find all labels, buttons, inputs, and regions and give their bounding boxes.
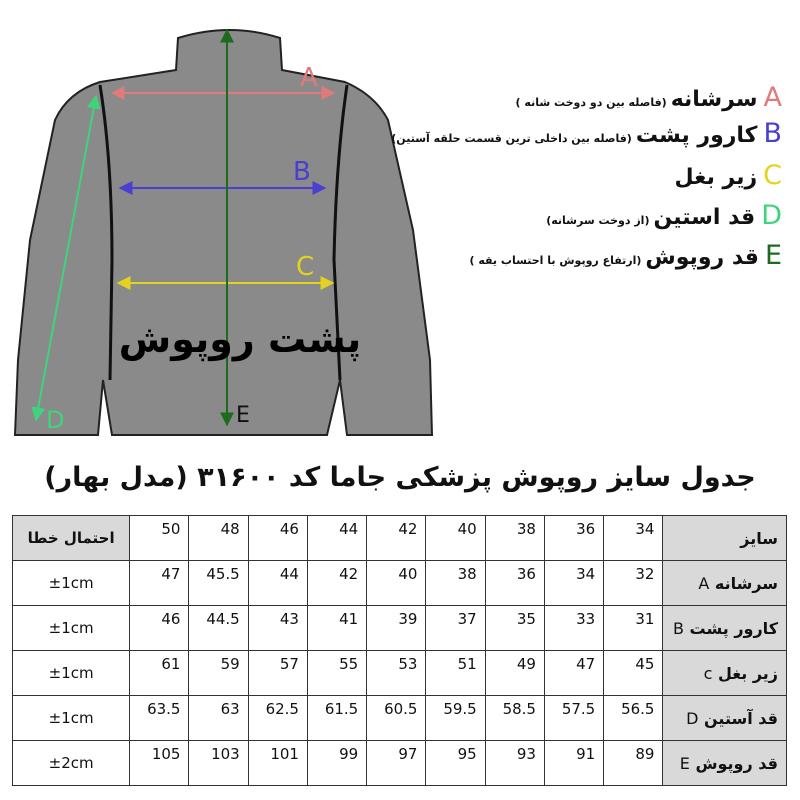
table-row xyxy=(13,696,787,741)
table-row xyxy=(13,561,787,606)
row-label xyxy=(663,606,787,651)
table-cell: 45.5 xyxy=(189,561,248,606)
legend-item-b xyxy=(362,118,782,149)
legend-letter-c: C xyxy=(763,160,782,191)
size-header-label: سایز xyxy=(663,516,787,561)
table-cell: 41 xyxy=(307,606,366,651)
legend-letter-a: A xyxy=(763,82,782,113)
row-label xyxy=(663,741,787,786)
table-cell: 57 xyxy=(248,651,307,696)
table-cell: 39 xyxy=(367,606,426,651)
size-header-cell: 40 xyxy=(426,516,485,561)
row-error: ±1cm xyxy=(13,606,130,651)
table-cell: 59 xyxy=(189,651,248,696)
row-label-text: سرشانه xyxy=(714,573,778,593)
table-cell: 40 xyxy=(367,561,426,606)
table-cell: 89 xyxy=(604,741,663,786)
size-header-cell: 42 xyxy=(367,516,426,561)
table-cell: 33 xyxy=(544,606,603,651)
legend-letter-e: E xyxy=(764,240,782,271)
table-cell: 37 xyxy=(426,606,485,651)
row-code: E xyxy=(679,753,690,773)
table-cell: 61 xyxy=(130,651,189,696)
row-label-text: کارور پشت xyxy=(689,618,778,638)
marker-b: B xyxy=(293,157,311,187)
table-cell: 58.5 xyxy=(485,696,544,741)
legend-name-a: سرشانه xyxy=(670,87,758,112)
legend-note-b: (فاصله بین داخلی ترین قسمت حلقه آستین) xyxy=(391,132,632,145)
table-cell: 60.5 xyxy=(367,696,426,741)
row-error: ±1cm xyxy=(13,561,130,606)
marker-e: E xyxy=(236,403,250,428)
row-code: B xyxy=(672,618,684,638)
row-label xyxy=(663,651,787,696)
table-cell: 99 xyxy=(307,741,366,786)
table-cell: 103 xyxy=(189,741,248,786)
row-code: A xyxy=(698,573,710,593)
table-cell: 51 xyxy=(426,651,485,696)
size-table-title: جدول سایز روپوش پزشکی جاما کد ۳۱۶۰۰ (مدل بهار) xyxy=(44,462,756,493)
table-row xyxy=(13,651,787,696)
size-header-cell: 38 xyxy=(485,516,544,561)
table-cell: 105 xyxy=(130,741,189,786)
size-header-cell: 34 xyxy=(604,516,663,561)
table-cell: 95 xyxy=(426,741,485,786)
table-cell: 56.5 xyxy=(604,696,663,741)
table-cell: 59.5 xyxy=(426,696,485,741)
size-header-cell: 44 xyxy=(307,516,366,561)
table-cell: 43 xyxy=(248,606,307,651)
table-row xyxy=(13,741,787,786)
legend-item-c xyxy=(362,160,782,191)
legend-note-e: (ارتفاع روپوش با احتساب یقه ) xyxy=(469,254,642,267)
legend-name-e: قد روپوش xyxy=(645,245,759,270)
row-code: D xyxy=(686,708,699,728)
legend-note-d: (از دوخت سرشانه) xyxy=(546,214,650,227)
table-cell: 31 xyxy=(604,606,663,651)
row-label-text: قد روپوش xyxy=(695,753,778,773)
legend-name-c: زیر بغل xyxy=(674,165,758,190)
table-cell: 44 xyxy=(248,561,307,606)
error-header: احتمال خطا xyxy=(13,516,130,561)
legend-note-a: (فاصله بین دو دوخت شانه ) xyxy=(515,96,667,109)
row-error: ±2cm xyxy=(13,741,130,786)
row-label-text: زیر بغل xyxy=(717,663,778,683)
table-cell: 91 xyxy=(544,741,603,786)
table-cell: 93 xyxy=(485,741,544,786)
table-cell: 63.5 xyxy=(130,696,189,741)
legend-letter-b: B xyxy=(763,118,782,149)
legend-item-d xyxy=(362,200,782,231)
table-cell: 36 xyxy=(485,561,544,606)
row-label-text: قد آستین xyxy=(704,708,778,728)
back-of-coat-label: پشت روپوش xyxy=(118,317,362,361)
size-table xyxy=(12,515,787,786)
marker-a: A xyxy=(300,63,318,93)
marker-d: D xyxy=(46,406,65,434)
table-cell: 38 xyxy=(426,561,485,606)
table-cell: 101 xyxy=(248,741,307,786)
table-cell: 44.5 xyxy=(189,606,248,651)
table-cell: 62.5 xyxy=(248,696,307,741)
table-cell: 49 xyxy=(485,651,544,696)
size-header-cell: 48 xyxy=(189,516,248,561)
table-cell: 42 xyxy=(307,561,366,606)
size-header-cell: 36 xyxy=(544,516,603,561)
legend-name-b: کارور پشت xyxy=(635,123,758,148)
table-header-row xyxy=(13,516,787,561)
table-cell: 46 xyxy=(130,606,189,651)
table-cell: 55 xyxy=(307,651,366,696)
size-header-cell: 50 xyxy=(130,516,189,561)
table-cell: 35 xyxy=(485,606,544,651)
table-cell: 47 xyxy=(130,561,189,606)
table-cell: 47 xyxy=(544,651,603,696)
table-cell: 32 xyxy=(604,561,663,606)
legend-item-a xyxy=(362,82,782,113)
legend-letter-d: D xyxy=(761,200,782,231)
marker-c: C xyxy=(296,252,315,282)
legend-item-e xyxy=(362,240,782,271)
row-error: ±1cm xyxy=(13,651,130,696)
row-label xyxy=(663,561,787,606)
table-cell: 53 xyxy=(367,651,426,696)
table-cell: 34 xyxy=(544,561,603,606)
table-cell: 97 xyxy=(367,741,426,786)
table-cell: 61.5 xyxy=(307,696,366,741)
table-cell: 63 xyxy=(189,696,248,741)
table-cell: 45 xyxy=(604,651,663,696)
row-error: ±1cm xyxy=(13,696,130,741)
legend-name-d: قد استین xyxy=(653,205,756,230)
table-row xyxy=(13,606,787,651)
table-cell: 57.5 xyxy=(544,696,603,741)
size-header-cell: 46 xyxy=(248,516,307,561)
row-label xyxy=(663,696,787,741)
row-code: c xyxy=(703,663,713,683)
